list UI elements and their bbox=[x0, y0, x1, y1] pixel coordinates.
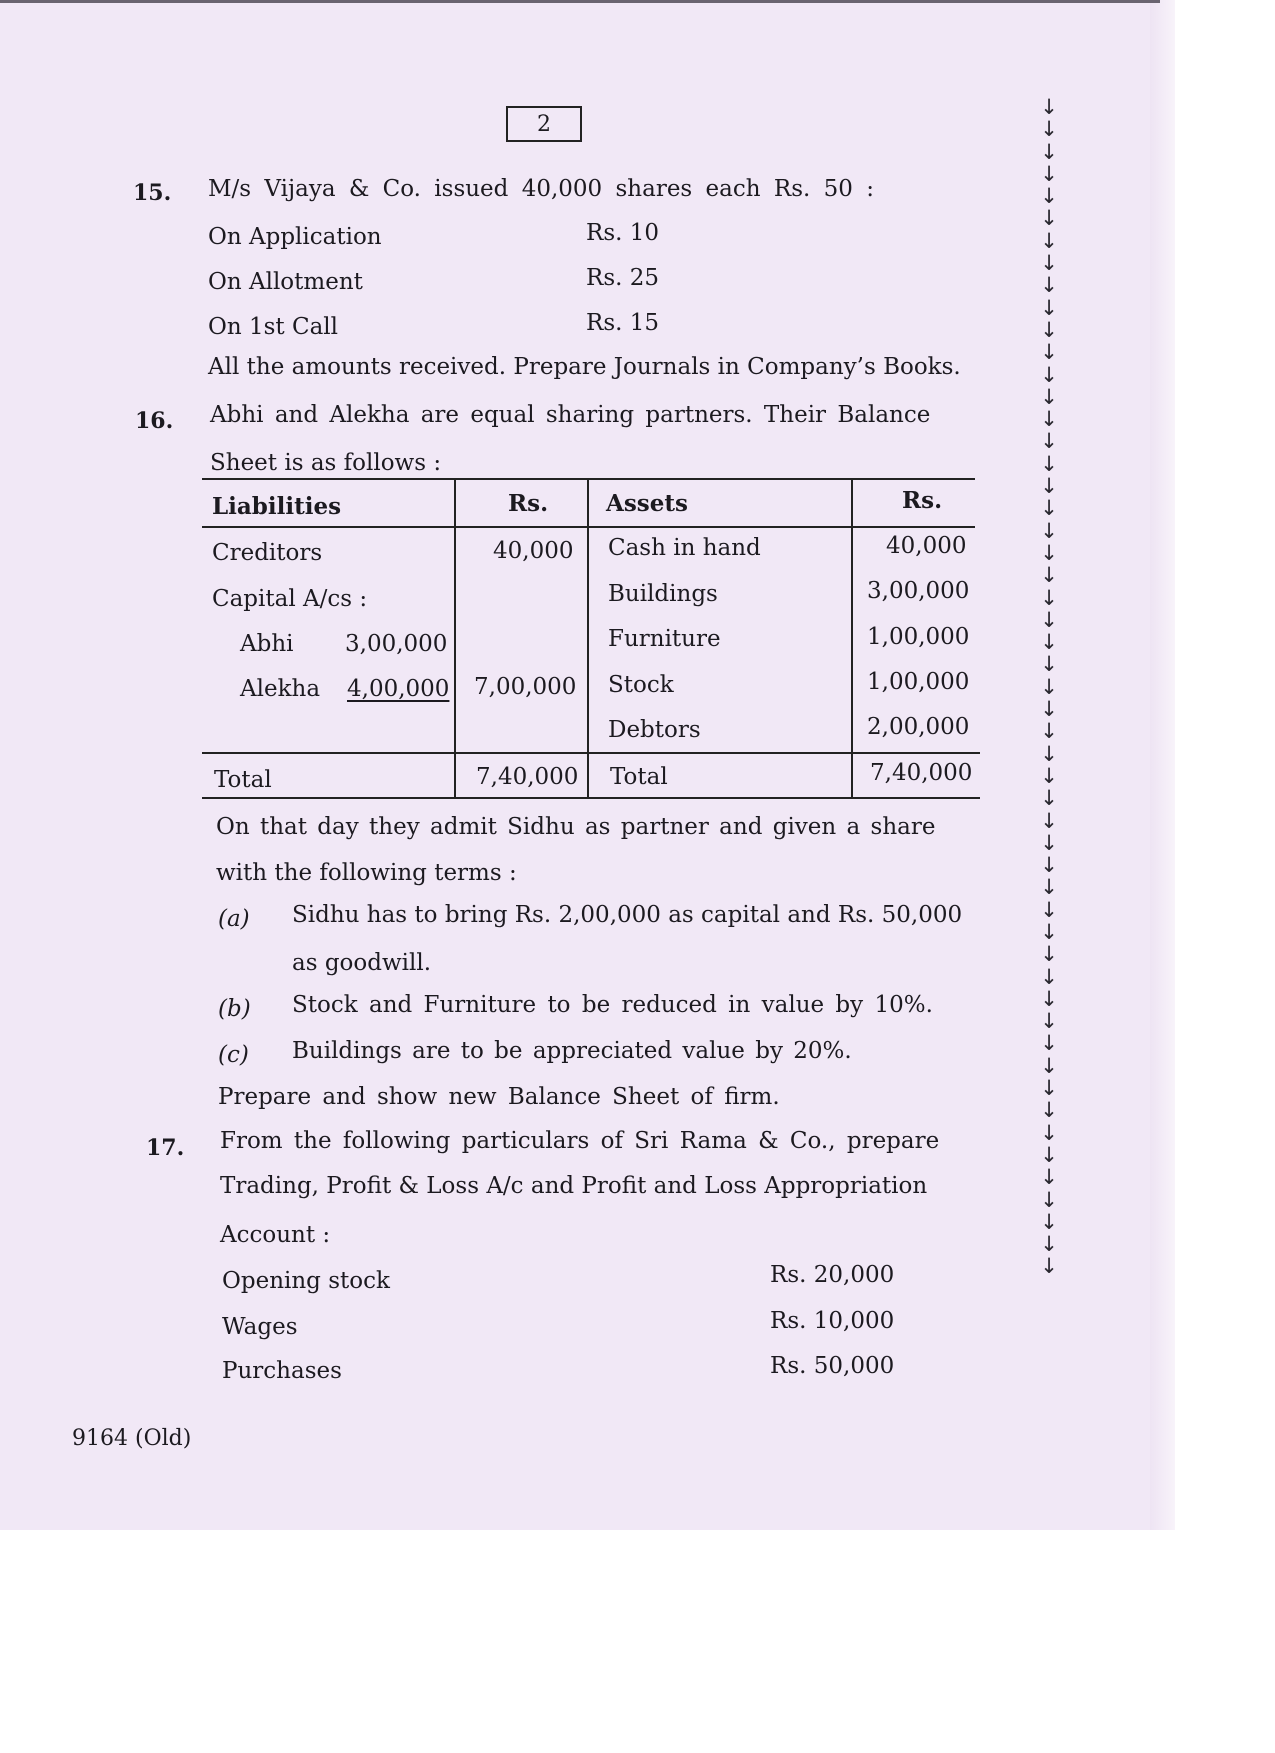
header-rs: Rs. bbox=[508, 490, 549, 517]
alekha-name: Alekha bbox=[240, 676, 321, 702]
down-arrow-icon: ↓ bbox=[1040, 474, 1058, 499]
down-arrow-icon: ↓ bbox=[1040, 1254, 1058, 1279]
down-arrow-icon: ↓ bbox=[1040, 1232, 1058, 1257]
question-16-instruction: Prepare and show new Balance Sheet of firm. bbox=[218, 1084, 780, 1110]
particular-value: Rs. 20,000 bbox=[770, 1262, 895, 1288]
q15-row-value: Rs. 25 bbox=[586, 265, 660, 291]
term-text: Stock and Furniture to be reduced in value by 10%. bbox=[292, 992, 933, 1018]
particular-value: Rs. 50,000 bbox=[770, 1353, 895, 1379]
down-arrow-icon: ↓ bbox=[1040, 563, 1058, 588]
term-marker: (c) bbox=[218, 1042, 249, 1068]
down-arrow-icon: ↓ bbox=[1040, 719, 1058, 744]
asset-amount: 1,00,000 bbox=[867, 624, 970, 650]
question-16-after-line-2: with the following terms : bbox=[216, 860, 517, 886]
down-arrow-icon: ↓ bbox=[1040, 206, 1058, 231]
down-arrow-icon: ↓ bbox=[1040, 117, 1058, 142]
creditors-label: Creditors bbox=[212, 540, 323, 566]
down-arrow-icon: ↓ bbox=[1040, 407, 1058, 432]
asset-label: Cash in hand bbox=[608, 535, 761, 561]
down-arrow-icon: ↓ bbox=[1040, 161, 1058, 186]
down-arrow-icon: ↓ bbox=[1040, 674, 1058, 699]
page-edge bbox=[1150, 0, 1175, 1530]
question-15-number: 15. bbox=[133, 180, 172, 206]
table-bottom-rule bbox=[202, 797, 980, 799]
down-arrow-icon: ↓ bbox=[1040, 1209, 1058, 1234]
down-arrow-icon: ↓ bbox=[1040, 273, 1058, 298]
down-arrow-icon: ↓ bbox=[1040, 251, 1058, 276]
question-16-number: 16. bbox=[135, 408, 174, 434]
down-arrow-icon: ↓ bbox=[1040, 652, 1058, 677]
header-rs: Rs. bbox=[902, 487, 943, 514]
down-arrow-icon: ↓ bbox=[1040, 786, 1058, 811]
down-arrow-icon: ↓ bbox=[1040, 429, 1058, 454]
down-arrow-icon: ↓ bbox=[1040, 1031, 1058, 1056]
down-arrow-icon: ↓ bbox=[1040, 741, 1058, 766]
capital-label: Capital A/cs : bbox=[212, 586, 368, 612]
asset-amount: 40,000 bbox=[886, 533, 967, 559]
down-arrow-icon: ↓ bbox=[1040, 1076, 1058, 1101]
page-number: 2 bbox=[506, 106, 582, 142]
particular-label: Purchases bbox=[222, 1358, 342, 1384]
down-arrow-icon: ↓ bbox=[1040, 630, 1058, 655]
down-arrow-icon: ↓ bbox=[1040, 1009, 1058, 1034]
asset-label: Furniture bbox=[608, 626, 721, 652]
down-arrow-icon: ↓ bbox=[1040, 540, 1058, 565]
q15-row-value: Rs. 10 bbox=[586, 220, 660, 246]
down-arrow-icon: ↓ bbox=[1040, 1053, 1058, 1078]
question-17-line-2: Trading, Profit & Loss A/c and Profit and Loss Appropriation bbox=[220, 1173, 928, 1199]
total-label: Total bbox=[214, 767, 272, 793]
total-assets: 7,40,000 bbox=[870, 760, 973, 786]
down-arrow-icon: ↓ bbox=[1040, 585, 1058, 610]
margin-arrow-column bbox=[1031, 96, 1067, 1278]
down-arrow-icon: ↓ bbox=[1040, 340, 1058, 365]
down-arrow-icon: ↓ bbox=[1040, 384, 1058, 409]
particular-value: Rs. 10,000 bbox=[770, 1308, 895, 1334]
down-arrow-icon: ↓ bbox=[1040, 139, 1058, 164]
question-16-after-line-1: On that day they admit Sidhu as partner and given a share bbox=[216, 814, 936, 840]
asset-label: Buildings bbox=[608, 581, 718, 607]
down-arrow-icon: ↓ bbox=[1040, 808, 1058, 833]
question-16-line-2: Sheet is as follows : bbox=[210, 450, 442, 476]
down-arrow-icon: ↓ bbox=[1040, 1098, 1058, 1123]
down-arrow-icon: ↓ bbox=[1040, 228, 1058, 253]
table-column-rule bbox=[851, 478, 853, 799]
down-arrow-icon: ↓ bbox=[1040, 763, 1058, 788]
down-arrow-icon: ↓ bbox=[1040, 919, 1058, 944]
down-arrow-icon: ↓ bbox=[1040, 496, 1058, 521]
down-arrow-icon: ↓ bbox=[1040, 295, 1058, 320]
question-17-line-3: Account : bbox=[220, 1222, 331, 1248]
header-liabilities: Liabilities bbox=[212, 493, 342, 520]
down-arrow-icon: ↓ bbox=[1040, 853, 1058, 878]
footer-paper-code: 9164 (Old) bbox=[72, 1426, 192, 1451]
total-label: Total bbox=[610, 764, 668, 790]
creditors-amount: 40,000 bbox=[493, 538, 574, 564]
alekha-capital: 4,00,000 bbox=[347, 676, 450, 702]
term-text-continued: as goodwill. bbox=[292, 950, 432, 976]
down-arrow-icon: ↓ bbox=[1040, 1187, 1058, 1212]
asset-amount: 1,00,000 bbox=[867, 669, 970, 695]
q15-row-label: On 1st Call bbox=[208, 314, 338, 340]
down-arrow-icon: ↓ bbox=[1040, 697, 1058, 722]
asset-amount: 2,00,000 bbox=[867, 714, 970, 740]
down-arrow-icon: ↓ bbox=[1040, 317, 1058, 342]
term-text: Buildings are to be appreciated value by 20%. bbox=[292, 1038, 852, 1064]
down-arrow-icon: ↓ bbox=[1040, 1142, 1058, 1167]
down-arrow-icon: ↓ bbox=[1040, 1165, 1058, 1190]
down-arrow-icon: ↓ bbox=[1040, 607, 1058, 632]
capital-total: 7,00,000 bbox=[474, 674, 577, 700]
down-arrow-icon: ↓ bbox=[1040, 986, 1058, 1011]
down-arrow-icon: ↓ bbox=[1040, 830, 1058, 855]
question-17-line-1: From the following particulars of Sri Rama & Co., prepare bbox=[220, 1128, 940, 1154]
question-15-instruction: All the amounts received. Prepare Journals in Company’s Books. bbox=[208, 354, 961, 380]
particular-label: Wages bbox=[222, 1314, 298, 1340]
table-column-rule bbox=[454, 478, 456, 799]
particular-label: Opening stock bbox=[222, 1268, 390, 1294]
asset-label: Debtors bbox=[608, 717, 701, 743]
down-arrow-icon: ↓ bbox=[1040, 95, 1058, 119]
down-arrow-icon: ↓ bbox=[1040, 451, 1058, 476]
table-total-top-rule bbox=[202, 752, 980, 754]
term-marker: (a) bbox=[218, 906, 250, 932]
total-liabilities: 7,40,000 bbox=[476, 764, 579, 790]
down-arrow-icon: ↓ bbox=[1040, 362, 1058, 387]
down-arrow-icon: ↓ bbox=[1040, 897, 1058, 922]
term-text: Sidhu has to bring Rs. 2,00,000 as capital and Rs. 50,000 bbox=[292, 902, 963, 928]
header-assets: Assets bbox=[606, 490, 688, 517]
q15-row-label: On Allotment bbox=[208, 269, 363, 295]
abhi-capital: 3,00,000 bbox=[345, 631, 448, 657]
down-arrow-icon: ↓ bbox=[1040, 518, 1058, 543]
table-column-rule bbox=[587, 478, 589, 799]
down-arrow-icon: ↓ bbox=[1040, 1120, 1058, 1145]
term-marker: (b) bbox=[218, 996, 251, 1022]
abhi-name: Abhi bbox=[240, 631, 294, 657]
q15-row-value: Rs. 15 bbox=[586, 310, 660, 336]
top-border bbox=[0, 0, 1160, 3]
down-arrow-icon: ↓ bbox=[1040, 942, 1058, 967]
question-17-number: 17. bbox=[146, 1135, 185, 1161]
down-arrow-icon: ↓ bbox=[1040, 964, 1058, 989]
asset-label: Stock bbox=[608, 672, 674, 698]
question-16-line-1: Abhi and Alekha are equal sharing partners. Their Balance bbox=[210, 402, 931, 428]
q15-row-label: On Application bbox=[208, 224, 382, 250]
question-15-text: M/s Vijaya & Co. issued 40,000 shares each Rs. 50 : bbox=[208, 176, 874, 202]
asset-amount: 3,00,000 bbox=[867, 578, 970, 604]
down-arrow-icon: ↓ bbox=[1040, 875, 1058, 900]
down-arrow-icon: ↓ bbox=[1040, 184, 1058, 209]
